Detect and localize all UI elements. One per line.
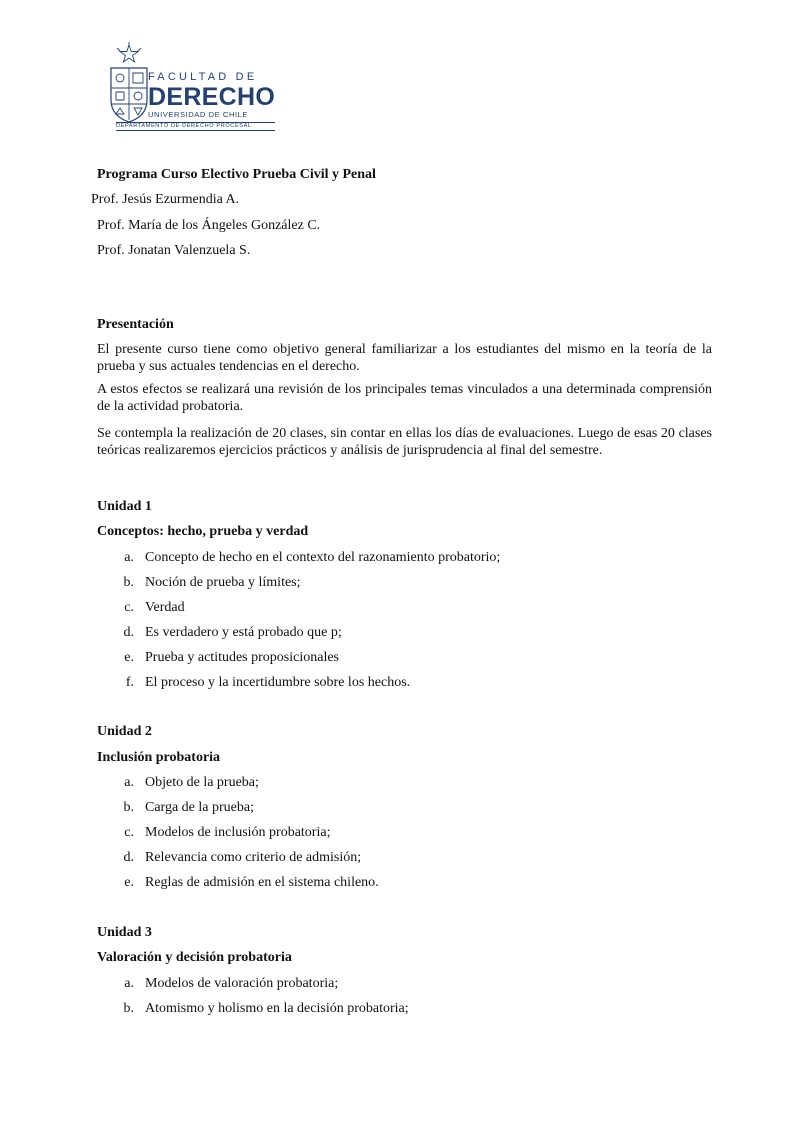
- list-item-text: Reglas de admisión en el sistema chileno.: [145, 875, 379, 890]
- professor-name: Prof. Jonatan Valenzuela S.: [97, 243, 251, 258]
- list-item-text: Modelos de inclusión probatoria;: [145, 825, 331, 840]
- logo-faculty-text: FACULTAD DE: [148, 71, 258, 83]
- logo-university-text: UNIVERSIDAD DE CHILE: [148, 110, 249, 119]
- unit-label: Unidad 3: [97, 925, 152, 940]
- list-item-marker: c.: [124, 600, 134, 615]
- faculty-logo: [108, 42, 276, 130]
- unit-label: Unidad 1: [97, 499, 152, 514]
- list-item-text: Concepto de hecho en el contexto del razonamiento probatorio;: [145, 550, 501, 565]
- list-item-marker: a.: [124, 775, 134, 790]
- unit-title: Valoración y decisión probatoria: [97, 950, 292, 965]
- presentation-paragraph: A estos efectos se realizará una revisión de los principales temas vinculados a una determinada comprensión de la actividad probatoria.: [97, 382, 712, 414]
- list-item-text: Noción de prueba y límites;: [145, 575, 301, 590]
- program-title: Programa Curso Electivo Prueba Civil y Penal: [97, 167, 376, 182]
- professor-name: Prof. María de los Ángeles González C.: [97, 218, 321, 233]
- list-item-marker: f.: [125, 675, 134, 690]
- professor-name: Prof. Jesús Ezurmendia A.: [91, 192, 240, 207]
- list-item-marker: a.: [124, 976, 134, 991]
- presentation-paragraph: Se contempla la realización de 20 clases, sin contar en ellas los días de evaluaciones. Luego de esas 20 clases teóricas realizaremos ejercicios prácticos y análisis de jurisprudencia al final del semestre.: [97, 426, 712, 458]
- list-item-marker: a.: [124, 550, 134, 565]
- list-item-marker: d.: [123, 850, 134, 865]
- list-item-marker: c.: [124, 825, 134, 840]
- list-item-text: Relevancia como criterio de admisión;: [145, 850, 362, 865]
- list-item-text: Atomismo y holismo en la decisión probatoria;: [145, 1001, 409, 1016]
- list-item-text: Verdad: [145, 600, 185, 615]
- list-item-text: Carga de la prueba;: [145, 800, 254, 815]
- list-item-marker: b.: [123, 575, 134, 590]
- list-item-text: Es verdadero y está probado que p;: [145, 625, 342, 640]
- university-seal-icon: [108, 42, 150, 126]
- list-item-marker: d.: [123, 625, 134, 640]
- list-item-marker: b.: [123, 1001, 134, 1016]
- list-item-text: Prueba y actitudes proposicionales: [145, 650, 340, 665]
- list-item-text: Modelos de valoración probatoria;: [145, 976, 339, 991]
- list-item-marker: e.: [124, 650, 134, 665]
- logo-derecho-text: DERECHO: [148, 83, 276, 111]
- list-item-marker: b.: [123, 800, 134, 815]
- presentation-heading: Presentación: [97, 317, 174, 332]
- presentation-paragraph: El presente curso tiene como objetivo general familiarizar a los estudiantes del mismo en la teoría de la prueba y sus actuales tendencias en el derecho.: [97, 342, 712, 374]
- logo-wordmark: [116, 71, 276, 131]
- unit-title: Inclusión probatoria: [97, 750, 221, 765]
- unit-title: Conceptos: hecho, prueba y verdad: [97, 524, 309, 539]
- logo-department-text: DEPARTAMENTO DE DERECHO PROCESAL: [116, 122, 275, 132]
- list-item-text: Objeto de la prueba;: [145, 775, 259, 790]
- unit-label: Unidad 2: [97, 724, 152, 739]
- list-item-text: El proceso y la incertidumbre sobre los hechos.: [145, 675, 411, 690]
- list-item-marker: e.: [124, 875, 134, 890]
